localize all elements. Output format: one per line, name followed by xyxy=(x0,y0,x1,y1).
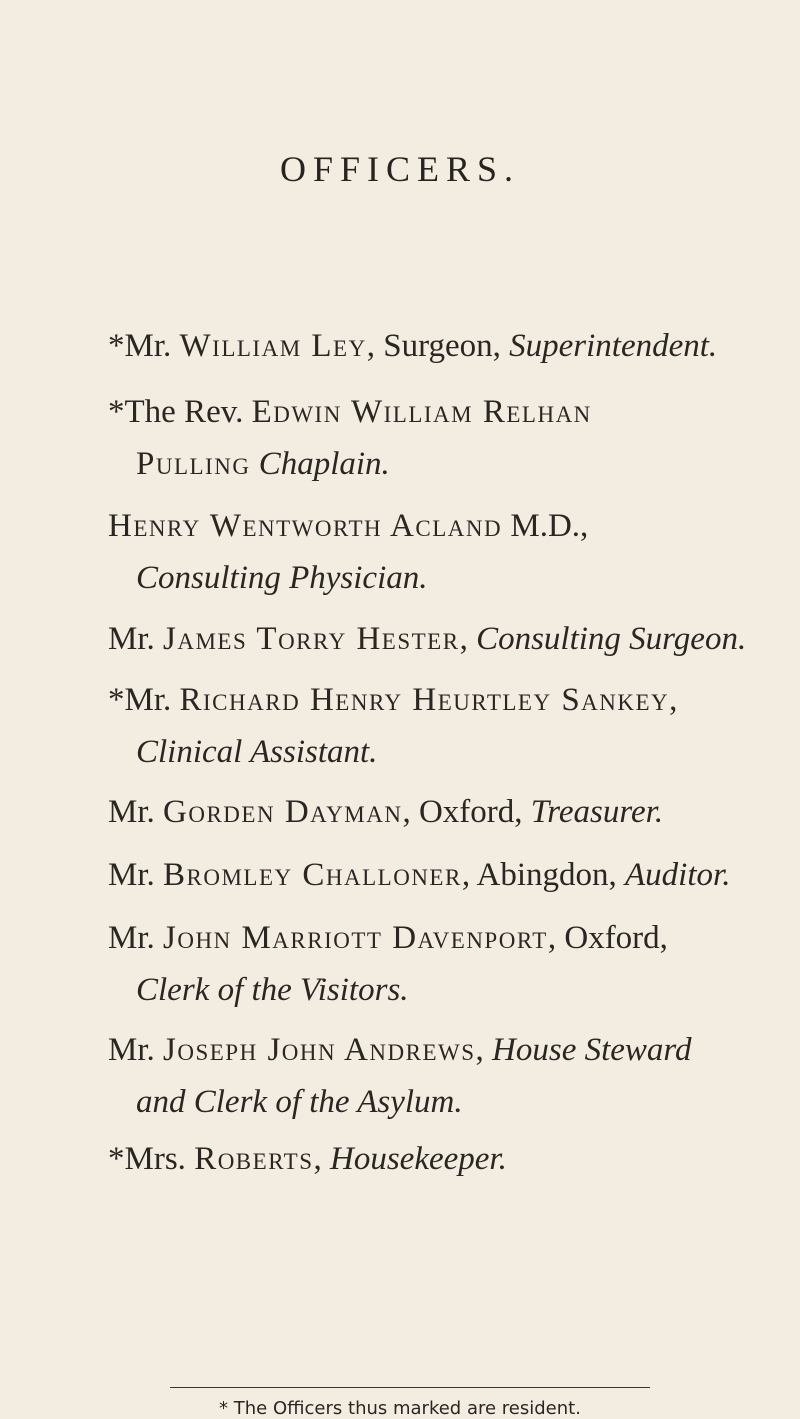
officer-entry xyxy=(108,1143,768,1176)
officer-entry xyxy=(108,510,768,595)
officer-name: John Marriott Davenport xyxy=(163,920,548,956)
officer-role: Treasurer. xyxy=(530,794,664,830)
officer-title: Mr. xyxy=(108,920,155,956)
officer-detail: , xyxy=(313,1141,330,1177)
officer-name: Gorden Dayman xyxy=(163,794,403,830)
officer-title: Mr. xyxy=(124,328,172,364)
officer-title: The Rev. xyxy=(124,394,244,430)
officer-role: Clerk of the Visitors. xyxy=(136,972,409,1008)
officer-title: Mrs. xyxy=(124,1141,186,1177)
resident-mark: * xyxy=(108,328,125,364)
officer-detail: , Oxford, xyxy=(547,920,668,956)
officer-entry xyxy=(108,796,768,829)
officer-entry xyxy=(108,396,768,481)
officer-entry xyxy=(108,1034,768,1119)
resident-mark: * xyxy=(108,1141,125,1177)
officer-title: Mr. xyxy=(108,621,155,657)
officer-name: James Torry Hester xyxy=(163,621,460,657)
officer-name: Henry Wentworth Acland xyxy=(108,508,503,544)
officer-name-cont: Pulling xyxy=(136,446,251,482)
officer-detail: , xyxy=(669,682,678,718)
officer-role-cont: and Clerk of the Asylum. xyxy=(136,1084,463,1120)
officer-name: Richard Henry Heurtley Sankey xyxy=(179,682,670,718)
officer-name: Bromley Challoner xyxy=(163,857,462,893)
officer-title: Mr. xyxy=(124,682,172,718)
officer-detail: , xyxy=(475,1032,493,1068)
officer-name: Joseph John Andrews xyxy=(163,1032,476,1068)
officer-role: Superintendent. xyxy=(509,328,718,364)
officer-entry xyxy=(108,684,768,769)
officer-role: House Steward xyxy=(492,1032,692,1068)
officer-title: Mr. xyxy=(108,1032,155,1068)
officer-role: Chaplain. xyxy=(258,446,390,482)
resident-mark: * xyxy=(108,682,125,718)
officer-name: Edwin William Relhan xyxy=(251,394,592,430)
officer-title: Mr. xyxy=(108,857,155,893)
officer-entry xyxy=(108,623,768,656)
officer-entry xyxy=(108,859,768,892)
officer-title: Mr. xyxy=(108,794,155,830)
officer-role: Consulting Physician. xyxy=(136,560,428,596)
officer-detail: , xyxy=(459,621,477,657)
officer-name: Roberts xyxy=(194,1141,314,1177)
officer-detail: , Abingdon, xyxy=(461,857,626,893)
officer-role: Housekeeper. xyxy=(330,1141,507,1177)
officer-role: Consulting Surgeon. xyxy=(476,621,747,657)
officer-detail: , Surgeon, xyxy=(366,328,510,364)
page-title: OFFICERS. xyxy=(279,149,521,189)
officer-detail: , Oxford, xyxy=(402,794,531,830)
officer-name: William Ley xyxy=(179,328,367,364)
footnote: * The Officers thus marked are resident. xyxy=(219,1398,581,1419)
officer-role: Auditor. xyxy=(625,857,731,893)
officer-detail: M.D., xyxy=(502,508,589,544)
footnote-divider xyxy=(170,1387,650,1388)
resident-mark: * xyxy=(108,394,125,430)
officer-role: Clinical Assistant. xyxy=(136,734,378,770)
officer-entry xyxy=(108,922,768,1007)
officer-entry xyxy=(108,330,768,363)
